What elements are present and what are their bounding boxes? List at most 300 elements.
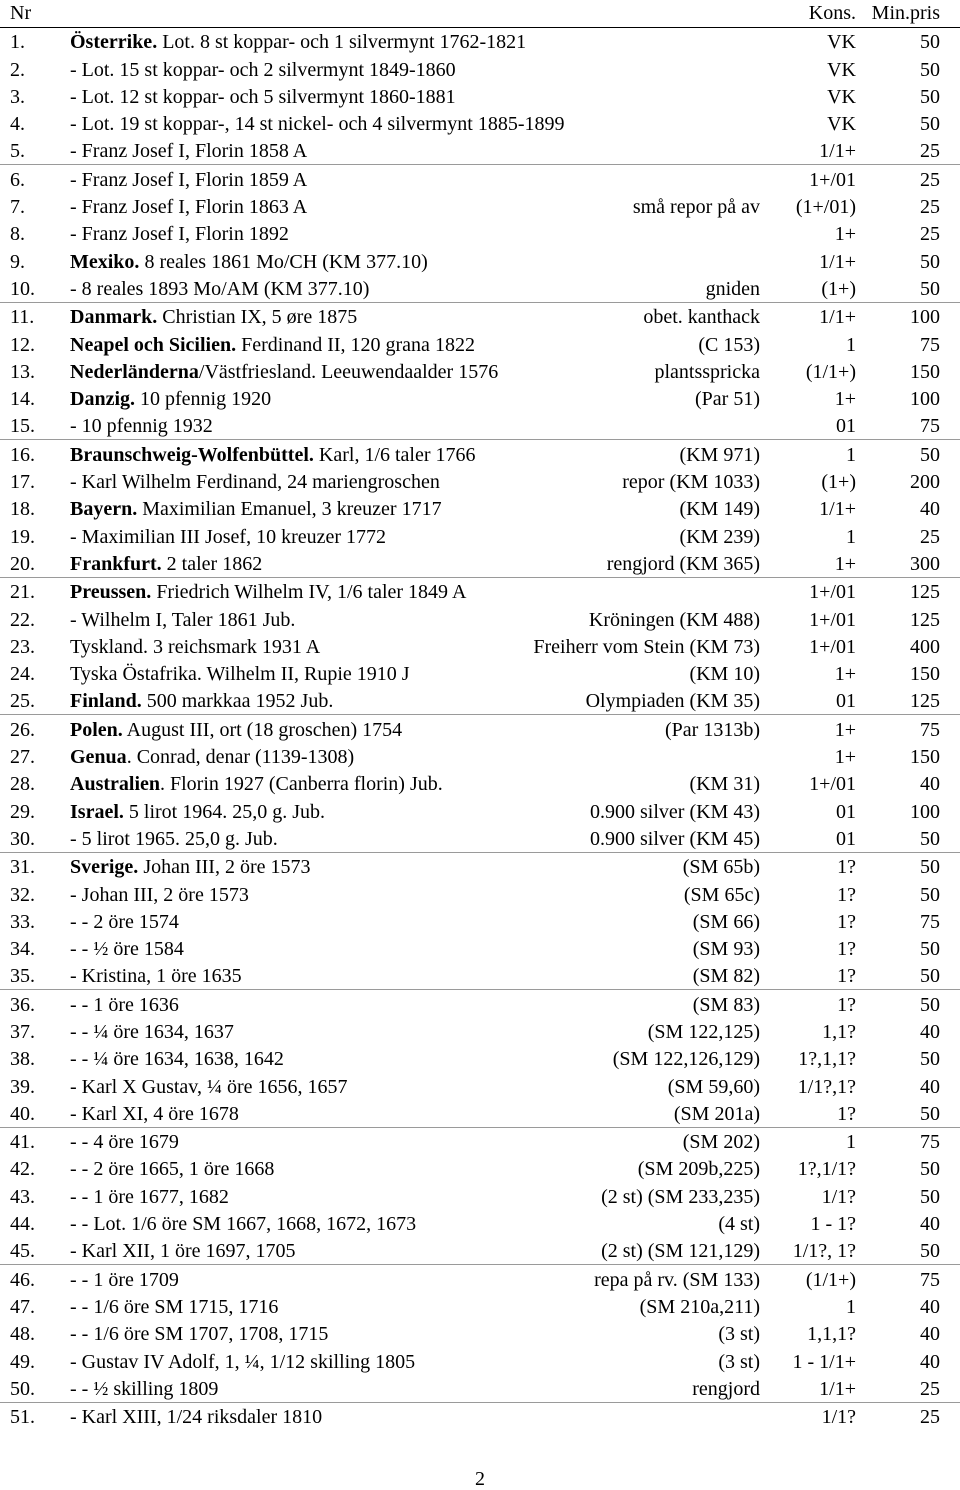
lot-description-text: - - 4 öre 1679: [70, 1131, 179, 1154]
lot-note: rengjord (KM 365): [606, 552, 760, 575]
lot-group: [0, 28, 960, 165]
lot-condition: 1?: [837, 1102, 856, 1125]
lot-number: 17.: [10, 471, 35, 494]
lot-row: [0, 578, 960, 605]
lot-description-text: Johan III, 2 öre 1573: [138, 856, 311, 879]
lot-description-text: - Wilhelm I, Taler 1861 Jub.: [70, 608, 296, 631]
lot-number: 13.: [10, 360, 35, 383]
lot-group: [0, 715, 960, 852]
lot-row: [0, 28, 960, 55]
lot-group: [0, 1265, 960, 1402]
lot-note: (KM 149): [679, 498, 760, 521]
lot-condition: (1/1+): [805, 1268, 856, 1291]
lot-number: 43.: [10, 1185, 35, 1208]
lot-description: [70, 1131, 179, 1153]
lot-number: 44.: [10, 1213, 35, 1236]
lot-note: (SM 202): [682, 1131, 760, 1154]
lot-condition: (1+): [821, 277, 856, 300]
lot-description-text: Lot. 8 st koppar- och 1 silvermynt 1762-1821: [157, 31, 527, 54]
lot-note: (SM 65b): [682, 856, 760, 879]
lot-min-price: 50: [920, 277, 940, 300]
lot-description: [70, 1076, 348, 1098]
lot-group: [0, 1128, 960, 1265]
lot-row: [0, 303, 960, 330]
lot-row: [0, 1403, 960, 1430]
lot-number: 9.: [10, 250, 25, 273]
lot-min-price: 150: [910, 746, 940, 769]
lot-condition: 1/1+: [819, 140, 856, 163]
lot-description: [70, 1213, 416, 1235]
lot-condition: 1/1?: [821, 1406, 856, 1429]
lot-row: [0, 495, 960, 522]
lot-country: Genua: [70, 746, 127, 769]
lot-row: [0, 962, 960, 989]
lot-description-text: - 5 lirot 1965. 25,0 g. Jub.: [70, 827, 278, 850]
header-nr: Nr: [10, 2, 32, 24]
lot-condition: 01: [836, 415, 856, 438]
lot-description: [70, 361, 498, 383]
lot-description: [70, 388, 271, 410]
lot-number: 18.: [10, 498, 35, 521]
lot-description-text: - - 1 öre 1709: [70, 1268, 179, 1291]
lot-row: [0, 385, 960, 412]
lot-row: [0, 633, 960, 660]
lot-description-text: - Maximilian III Josef, 10 kreuzer 1772: [70, 525, 387, 548]
lot-description: [70, 1240, 296, 1262]
lot-number: 10.: [10, 277, 35, 300]
lot-row: [0, 715, 960, 742]
lot-row: [0, 412, 960, 439]
lot-description: [70, 828, 278, 850]
lot-min-price: 50: [920, 1048, 940, 1071]
lot-description: [70, 1186, 229, 1208]
lot-min-price: 50: [920, 58, 940, 81]
lot-description: [70, 1048, 284, 1070]
lot-number: 27.: [10, 746, 35, 769]
lot-row: [0, 1320, 960, 1347]
lot-row: [0, 797, 960, 824]
lot-description-text: - Karl XI, 4 öre 1678: [70, 1102, 239, 1125]
lot-country: Israel.: [70, 800, 124, 823]
lot-description-text: - Franz Josef I, Florin 1863 A: [70, 196, 308, 219]
lot-country: Danzig.: [70, 388, 135, 411]
lot-description-text: - - ½ öre 1584: [70, 938, 184, 961]
lot-condition: (1/1+): [805, 360, 856, 383]
lot-note: 0.900 silver (KM 45): [590, 827, 760, 850]
lot-condition: (1+): [821, 471, 856, 494]
lot-description: [70, 938, 184, 960]
lot-description: [70, 59, 456, 81]
lot-group: [0, 303, 960, 440]
lot-note: rengjord: [692, 1377, 760, 1400]
lot-row: [0, 440, 960, 467]
lot-description: [70, 498, 442, 520]
lot-description-text: - Gustav IV Adolf, 1, ¼, 1/12 skilling 1805: [70, 1350, 416, 1373]
lot-description-text: 10 pfennig 1920: [135, 388, 272, 411]
lot-min-price: 75: [920, 415, 940, 438]
lot-min-price: 150: [910, 663, 940, 686]
lot-number: 22.: [10, 608, 35, 631]
lot-min-price: 25: [920, 1406, 940, 1429]
lot-group: [0, 165, 960, 302]
lot-condition: 1+: [834, 552, 856, 575]
lot-row: [0, 1072, 960, 1099]
lot-row: [0, 1182, 960, 1209]
lot-country: Neapel och Sicilien.: [70, 333, 237, 356]
lot-min-price: 40: [920, 1075, 940, 1098]
lot-number: 25.: [10, 690, 35, 713]
lot-description-text: - - ½ skilling 1809: [70, 1377, 219, 1400]
lot-note: (SM 201a): [673, 1102, 760, 1125]
lot-condition: 1: [846, 333, 856, 356]
lot-description-text: . Conrad, denar (1139-1308): [126, 746, 355, 769]
lot-description-text: - - ¼ öre 1634, 1638, 1642: [70, 1048, 284, 1071]
lot-country: Sverige.: [70, 856, 139, 879]
lot-description: [70, 1158, 274, 1180]
lot-description: [70, 196, 307, 218]
lot-description: [70, 856, 311, 878]
lot-number: 40.: [10, 1102, 35, 1125]
lot-min-price: 125: [910, 690, 940, 713]
lot-row: [0, 193, 960, 220]
lot-note: (SM 65c): [683, 883, 760, 906]
lot-condition: 1/1?, 1?: [792, 1240, 856, 1263]
lot-description: [70, 1269, 179, 1291]
lot-row: [0, 137, 960, 164]
lot-condition: 1+/01: [809, 581, 856, 604]
lot-condition: 1?: [837, 910, 856, 933]
lot-number: 5.: [10, 140, 25, 163]
lot-description: [70, 1323, 328, 1345]
lot-description: [70, 801, 325, 823]
lot-number: 2.: [10, 58, 25, 81]
lot-min-price: 50: [920, 443, 940, 466]
lot-description: [70, 1021, 234, 1043]
page-number: 2: [475, 1468, 485, 1490]
lot-row: [0, 275, 960, 302]
lot-note: (KM 10): [689, 663, 760, 686]
lot-min-price: 50: [920, 1240, 940, 1263]
lot-note: repa på rv. (SM 133): [594, 1268, 760, 1291]
lot-min-price: 40: [920, 1295, 940, 1318]
lot-min-price: 40: [920, 773, 940, 796]
lot-condition: 1+/01: [809, 168, 856, 191]
lot-description: [70, 994, 179, 1016]
lot-number: 45.: [10, 1240, 35, 1263]
lot-country: Australien: [70, 773, 160, 796]
lot-min-price: 40: [920, 1020, 940, 1043]
lot-min-price: 75: [920, 910, 940, 933]
lot-row: [0, 1347, 960, 1374]
lot-note: (C 153): [698, 333, 760, 356]
lot-number: 47.: [10, 1295, 35, 1318]
lot-description: [70, 334, 475, 356]
lot-description: [70, 31, 526, 53]
lot-description-text: . Florin 1927 (Canberra florin) Jub.: [160, 773, 443, 796]
lot-number: 15.: [10, 415, 35, 438]
lot-note: (2 st) (SM 233,235): [601, 1185, 760, 1208]
lot-group: [0, 440, 960, 577]
lot-description-text: /Västfriesland. Leeuwendaalder 1576: [198, 360, 499, 383]
lot-description: [70, 746, 354, 768]
lot-description: [70, 169, 307, 191]
lot-condition: VK: [827, 113, 856, 136]
lot-number: 33.: [10, 910, 35, 933]
lot-min-price: 50: [920, 883, 940, 906]
lot-condition: 1+: [834, 223, 856, 246]
lot-row: [0, 1237, 960, 1264]
lot-country: Frankfurt.: [70, 552, 162, 575]
lot-number: 49.: [10, 1350, 35, 1373]
lot-condition: 1: [846, 443, 856, 466]
lot-note: (2 st) (SM 121,129): [601, 1240, 760, 1263]
lot-row: [0, 247, 960, 274]
lot-condition: 1,1,1?: [807, 1323, 856, 1346]
lot-number: 32.: [10, 883, 35, 906]
lot-row: [0, 1293, 960, 1320]
lot-number: 30.: [10, 827, 35, 850]
lot-row: [0, 687, 960, 714]
lot-number: 38.: [10, 1048, 35, 1071]
lot-condition: 1?: [837, 883, 856, 906]
lot-country: Finland.: [70, 690, 142, 713]
lot-note: obet. kanthack: [643, 306, 760, 329]
lot-country: Österrike.: [70, 31, 158, 54]
lot-min-price: 50: [920, 965, 940, 988]
lot-number: 7.: [10, 196, 25, 219]
lot-row: [0, 550, 960, 577]
lot-description: [70, 719, 402, 741]
lot-row: [0, 522, 960, 549]
lot-row: [0, 770, 960, 797]
lot-description: [70, 444, 476, 466]
lot-description-text: 500 markkaa 1952 Jub.: [141, 690, 334, 713]
lot-note: (SM 93): [692, 938, 760, 961]
lot-row: [0, 935, 960, 962]
lot-condition: 1 - 1?: [810, 1213, 856, 1236]
lot-description: [70, 415, 213, 437]
lot-number: 26.: [10, 718, 35, 741]
lot-description-text: Tyskland. 3 reichsmark 1931 A: [70, 635, 321, 658]
lot-number: 35.: [10, 965, 35, 988]
lot-description-text: - - 1/6 öre SM 1715, 1716: [70, 1295, 279, 1318]
lot-condition: VK: [827, 58, 856, 81]
lot-country: Preussen.: [70, 581, 152, 604]
lot-description: [70, 581, 466, 603]
lot-note: (SM 66): [692, 910, 760, 933]
lot-min-price: 150: [910, 360, 940, 383]
lot-row: [0, 1210, 960, 1237]
lot-description: [70, 911, 179, 933]
lot-condition: (1+/01): [795, 196, 856, 219]
lot-min-price: 300: [910, 552, 940, 575]
lot-number: 6.: [10, 168, 25, 191]
lot-description-text: Karl, 1/6 taler 1766: [313, 443, 476, 466]
lot-description: [70, 609, 295, 631]
lot-description: [70, 251, 428, 273]
lot-description-text: - Franz Josef I, Florin 1892: [70, 223, 289, 246]
lot-number: 46.: [10, 1268, 35, 1291]
lot-country: Mexiko.: [70, 250, 140, 273]
lot-note: (KM 971): [679, 443, 760, 466]
lot-note: (KM 31): [689, 773, 760, 796]
lot-note: plantsspricka: [654, 360, 760, 383]
lot-description-text: - - 2 öre 1574: [70, 910, 179, 933]
lot-row: [0, 110, 960, 137]
lot-condition: 01: [836, 800, 856, 823]
lot-condition: 1/1+: [819, 1377, 856, 1400]
lot-condition: 1?: [837, 856, 856, 879]
lot-min-price: 75: [920, 1268, 940, 1291]
lot-min-price: 25: [920, 223, 940, 246]
lot-number: 48.: [10, 1323, 35, 1346]
lot-number: 39.: [10, 1075, 35, 1098]
lot-row: [0, 1100, 960, 1127]
lot-condition: 1/1?: [821, 1185, 856, 1208]
lot-description: [70, 1103, 239, 1125]
lot-country: Polen.: [70, 718, 123, 741]
lot-condition: 01: [836, 690, 856, 713]
lot-min-price: 25: [920, 196, 940, 219]
lot-note: Freiherr vom Stein (KM 73): [533, 635, 760, 658]
lot-note: Olympiaden (KM 35): [585, 690, 760, 713]
lot-description: [70, 278, 369, 300]
lot-row: [0, 853, 960, 880]
lot-row: [0, 55, 960, 82]
lot-note: (SM 83): [692, 993, 760, 1016]
lot-condition: 1/1?,1?: [797, 1075, 856, 1098]
lot-min-price: 125: [910, 608, 940, 631]
lot-row: [0, 908, 960, 935]
lot-number: 31.: [10, 856, 35, 879]
lot-condition: VK: [827, 85, 856, 108]
lot-note: (3 st): [718, 1323, 760, 1346]
lot-note: (SM 59,60): [667, 1075, 760, 1098]
lot-min-price: 50: [920, 31, 940, 54]
lot-note: (3 st): [718, 1350, 760, 1373]
lot-min-price: 40: [920, 1350, 940, 1373]
lot-condition: 1+: [834, 746, 856, 769]
lot-min-price: 50: [920, 1185, 940, 1208]
lot-note: (SM 209b,225): [637, 1158, 760, 1181]
lot-condition: 1: [846, 1295, 856, 1318]
lot-table: [0, 28, 960, 1430]
lot-min-price: 400: [910, 635, 940, 658]
lot-number: 29.: [10, 800, 35, 823]
lot-note: (KM 239): [679, 525, 760, 548]
lot-description: [70, 1406, 322, 1428]
lot-description-text: Christian IX, 5 øre 1875: [157, 306, 358, 329]
lot-description: [70, 113, 565, 135]
lot-condition: 1+: [834, 718, 856, 741]
lot-number: 28.: [10, 773, 35, 796]
lot-description-text: 5 lirot 1964. 25,0 g. Jub.: [123, 800, 326, 823]
lot-description-text: 8 reales 1861 Mo/CH (KM 377.10): [139, 250, 428, 273]
lot-condition: 1?: [837, 965, 856, 988]
lot-condition: 1 - 1/1+: [792, 1350, 856, 1373]
lot-country: Danmark.: [70, 306, 158, 329]
lot-number: 50.: [10, 1377, 35, 1400]
lot-min-price: 50: [920, 85, 940, 108]
lot-condition: 1,1?: [822, 1020, 856, 1043]
lot-note: Kröningen (KM 488): [588, 608, 760, 631]
lot-note: små repor på av: [632, 196, 760, 219]
header-minpris: Min.pris: [871, 2, 940, 24]
lot-number: 36.: [10, 993, 35, 1016]
lot-description-text: Maximilian Emanuel, 3 kreuzer 1717: [137, 498, 442, 521]
lot-description: [70, 1351, 415, 1373]
lot-min-price: 50: [920, 1102, 940, 1125]
lot-number: 34.: [10, 938, 35, 961]
lot-min-price: 40: [920, 1323, 940, 1346]
lot-description-text: - Franz Josef I, Florin 1858 A: [70, 140, 308, 163]
lot-min-price: 100: [910, 306, 940, 329]
lot-description-text: - Kristina, 1 öre 1635: [70, 965, 242, 988]
lot-min-price: 40: [920, 1213, 940, 1236]
lot-condition: 1/1+: [819, 306, 856, 329]
lot-condition: 1/1+: [819, 250, 856, 273]
lot-condition: 1?: [837, 993, 856, 1016]
lot-number: 23.: [10, 635, 35, 658]
lot-country: Bayern.: [70, 498, 138, 521]
lot-group: [0, 853, 960, 990]
lot-number: 19.: [10, 525, 35, 548]
lot-description: [70, 1378, 218, 1400]
lot-min-price: 50: [920, 827, 940, 850]
lot-note: 0.900 silver (KM 43): [590, 800, 760, 823]
lot-description-text: - Karl XIII, 1/24 riksdaler 1810: [70, 1406, 323, 1429]
lot-number: 21.: [10, 581, 35, 604]
lot-condition: 1/1+: [819, 498, 856, 521]
lot-description: [70, 965, 242, 987]
lot-group: [0, 990, 960, 1127]
lot-min-price: 25: [920, 1377, 940, 1400]
lot-min-price: 75: [920, 333, 940, 356]
lot-row: [0, 358, 960, 385]
lot-description: [70, 553, 262, 575]
lot-min-price: 50: [920, 250, 940, 273]
lot-group: [0, 1403, 960, 1430]
lot-note: (SM 82): [692, 965, 760, 988]
lot-row: [0, 83, 960, 110]
lot-min-price: 50: [920, 938, 940, 961]
lot-row: [0, 330, 960, 357]
lot-description: [70, 690, 333, 712]
lot-note: repor (KM 1033): [622, 471, 760, 494]
lot-condition: 1+: [834, 388, 856, 411]
lot-min-price: 25: [920, 168, 940, 191]
lot-description-text: - Lot. 19 st koppar-, 14 st nickel- och 4 silvermynt 1885-1899: [70, 113, 565, 136]
lot-min-price: 50: [920, 856, 940, 879]
lot-description-text: Tyska Östafrika. Wilhelm II, Rupie 1910 J: [70, 663, 410, 686]
lot-note: (Par 51): [695, 388, 760, 411]
lot-row: [0, 743, 960, 770]
lot-number: 11.: [10, 306, 35, 329]
lot-row: [0, 468, 960, 495]
lot-group: [0, 578, 960, 715]
header-kons: Kons.: [808, 2, 856, 24]
lot-row: [0, 880, 960, 907]
lot-condition: 1+/01: [809, 635, 856, 658]
lot-description: [70, 636, 320, 658]
lot-description-text: - Karl XII, 1 öre 1697, 1705: [70, 1240, 296, 1263]
lot-condition: 1: [846, 525, 856, 548]
lot-row: [0, 1045, 960, 1072]
lot-description: [70, 884, 249, 906]
lot-min-price: 75: [920, 718, 940, 741]
lot-description: [70, 663, 410, 685]
lot-description-text: Friedrich Wilhelm IV, 1/6 taler 1849 A: [151, 581, 467, 604]
